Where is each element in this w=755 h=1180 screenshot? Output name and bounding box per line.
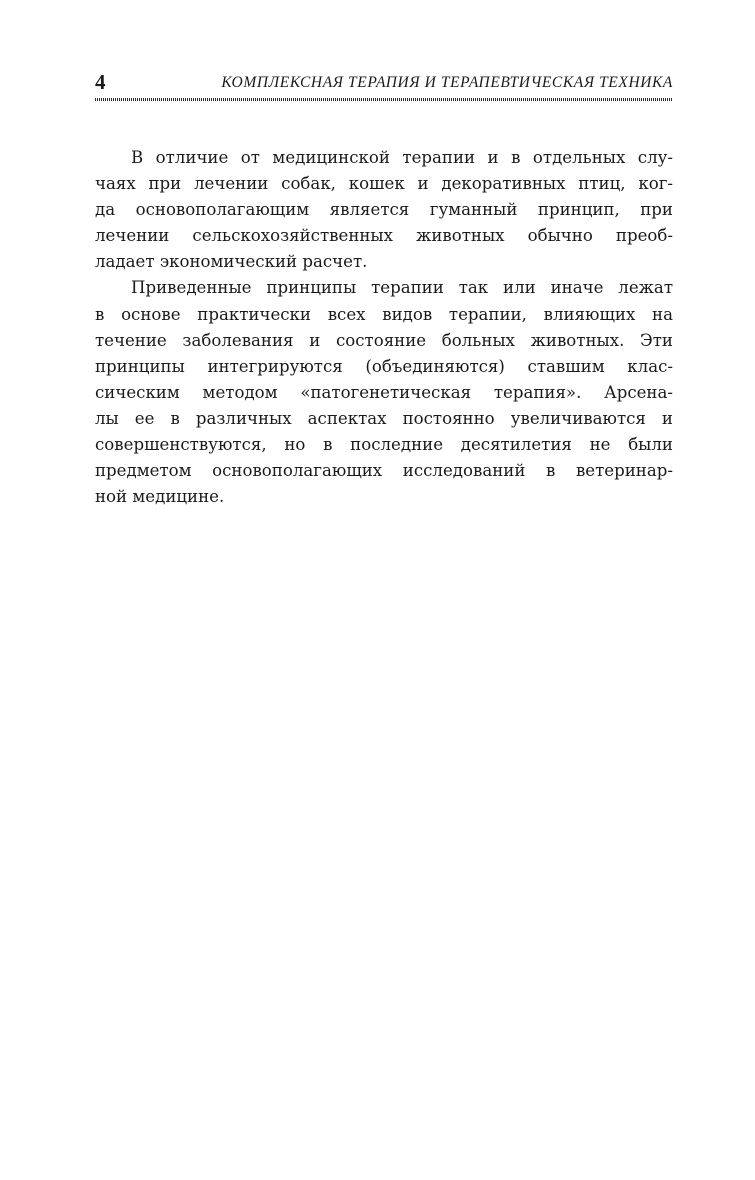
text-line: в основе практически всех видов терапии, влияющих на	[95, 304, 673, 324]
text-line: совершенствуются, но в последние десятилетия не были	[95, 435, 673, 455]
text-line: Приведенные принципы терапии так или иначе лежат	[131, 278, 673, 298]
page-number: 4	[95, 70, 106, 94]
running-head	[95, 70, 673, 94]
text-line: да основополагающим является гуманный принцип, при	[95, 200, 673, 220]
body-text	[95, 145, 673, 510]
text-line: лечении сельскохозяйственных животных обычно преоб-	[95, 226, 673, 246]
text-line: течение заболевания и состояние больных животных. Эти	[95, 330, 673, 350]
paragraph-1	[95, 145, 673, 275]
text-line: предметом основополагающих исследований в ветеринар-	[95, 461, 673, 481]
text-line: лы ее в различных аспектах постоянно увеличиваются и	[95, 408, 673, 428]
text-line: сическим методом «патогенетическая терапия». Арсена-	[95, 382, 673, 402]
text-line: В отличие от медицинской терапии и в отдельных слу-	[131, 148, 673, 167]
text-line: принципы интегрируются (объединяются) ставшим клас-	[95, 356, 673, 376]
text-line: ной медицине.	[95, 487, 225, 507]
text-line: ладает экономический расчет.	[95, 252, 368, 272]
header-divider	[95, 98, 673, 101]
text-line: чаях при лечении собак, кошек и декоративных птиц, ког-	[95, 174, 673, 194]
running-head-title: КОМПЛЕКСНАЯ ТЕРАПИЯ И ТЕРАПЕВТИЧЕСКАЯ ТЕХНИКА	[221, 74, 673, 91]
paragraph-2	[95, 275, 673, 510]
